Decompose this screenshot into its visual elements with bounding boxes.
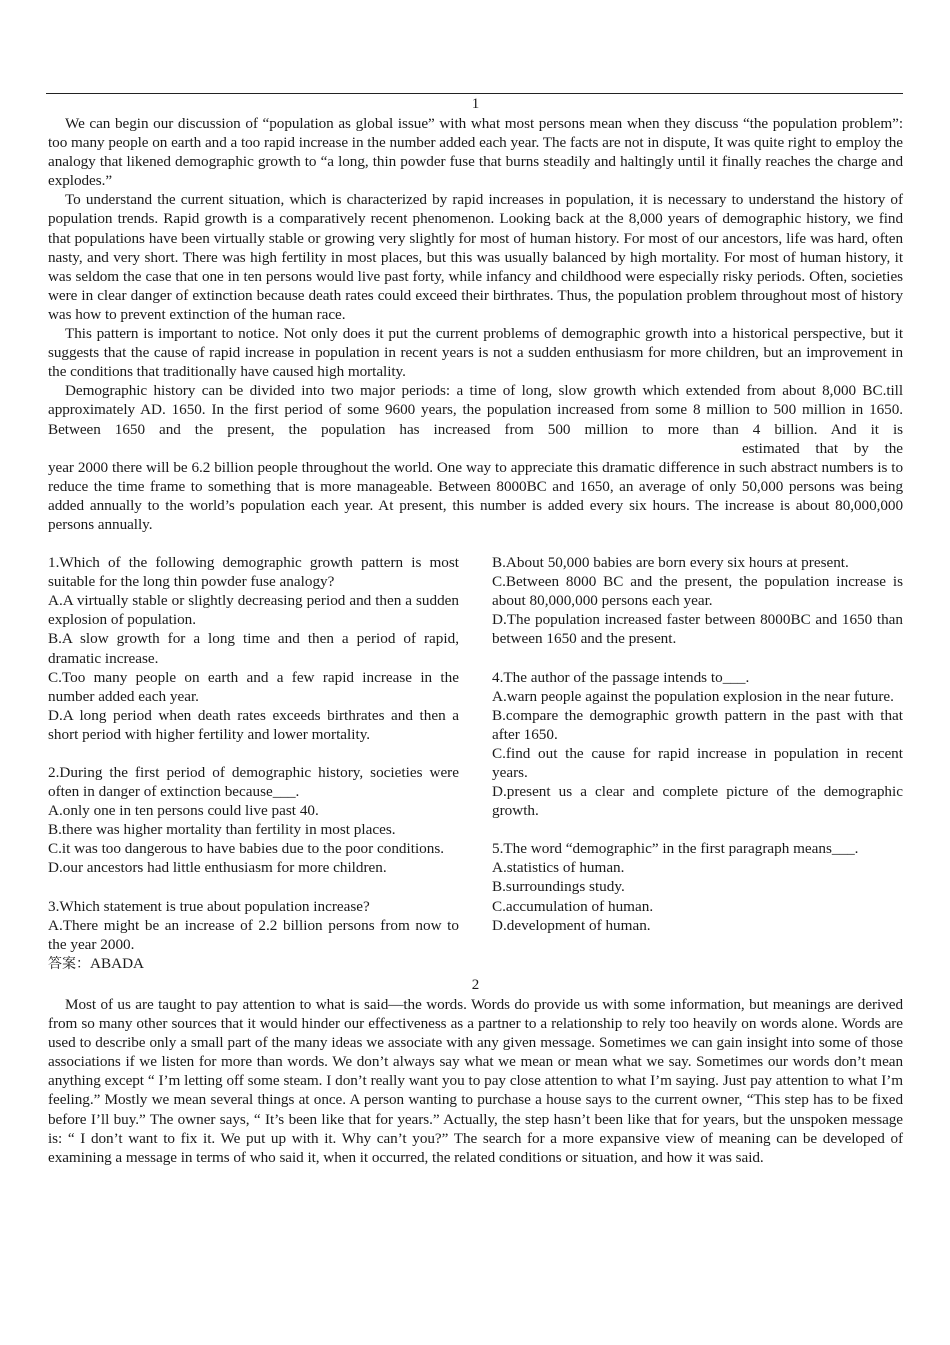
option-a: A.warn people against the population explosion in the near future.: [492, 687, 894, 705]
question-4: [492, 668, 903, 821]
answer-label: 答案：: [48, 955, 90, 972]
option-d: D.The population increased faster between 8000BC and 1650 than between 1650 and the present.: [492, 611, 903, 648]
option-d: D.development of human.: [492, 916, 651, 934]
passage-paragraph: Most of us are taught to pay attention to what is said—the words. Words do provide us with some information, but meanings are derived from so many other sources that it would hinder our effectiveness as a partner to a relationship to rely too heavily on words alone. Words are used to describe only a small part of the many ideas we associate with any given message. Sometimes we can gain insight into some of those associations if we listen for more than words. We don’t always say what we mean or mean what we say. Sometimes our words don’t mean anything except “ I’m letting off some steam. I don’t really want you to pay close attention to what I’m saying. Just pay attention to what I’m feeling.” Mostly we mean several things at once. A person wanting to purchase a house says to the current owner, “This step has to be fixed before I’ll buy.” The owner says, “ It’s been like that for years.” Actually, the step hasn’t been like that for years, but the unspoken message is: “ I don’t want to fix it. We put up with it. Why can’t you?” The search for a more expansive view of meaning can be developed of examining a message in terms of who said it, when it occurred, the related conditions or situation, and how it was said.: [48, 995, 903, 1166]
option-d: D.present us a clear and complete picture of the demographic growth.: [492, 783, 903, 820]
option-c: C.Between 8000 BC and the present, the population increase is about 80,000,000 persons each year.: [492, 573, 903, 610]
question-1: [48, 553, 459, 744]
document-page: [48, 95, 903, 1167]
questions-right-column: [492, 553, 903, 974]
section-2: [48, 976, 903, 1167]
option-b: B.there was higher mortality than fertility in most places.: [48, 821, 396, 839]
passage-paragraph: To understand the current situation, which is characterized by rapid increases in population, it is necessary to understand the history of population trends. Rapid growth is a comparatively recent phenomenon. Looking back at the 8,000 years of demographic history, we find that populations have been virtually stable or growing very slightly for most of human history. For most of our ancestors, life was hard, often nasty, and very short. There was high fertility in most places, but this was usually balanced by high mortality. For most of human history, it was seldom the case that one in ten persons would live past forty, while infancy and childhood were especially risky periods. Often, societies were in clear danger of extinction because death rates could exceed their birthrates. Thus, the population problem throughout most of history was how to prevent extinction of the human race.: [48, 191, 903, 323]
option-d: D.A long period when death rates exceeds birthrates and then a short period with higher fertility and lower mortality.: [48, 706, 459, 743]
option-b: B.compare the demographic growth pattern in the past with that after 1650.: [492, 706, 903, 743]
option-a: A.only one in ten persons could live past 40.: [48, 802, 319, 820]
question-stem: 3.Which statement is true about population increase?: [48, 897, 370, 915]
section-number-1: 1: [471, 96, 480, 112]
passage-paragraph-fragment: estimated that by the: [741, 439, 903, 457]
question-stem: 5.The word “demographic” in the first paragraph means___.: [492, 840, 859, 858]
option-b: B.surroundings study.: [492, 878, 625, 896]
option-c: C.it was too dangerous to have babies due to the poor conditions.: [48, 840, 445, 858]
question-stem: 4.The author of the passage intends to___.: [492, 668, 750, 686]
questions-columns: [48, 553, 903, 974]
option-b: B.A slow growth for a long time and then a period of rapid, dramatic increase.: [48, 630, 459, 667]
option-b: B.About 50,000 babies are born every six hours at present.: [492, 554, 849, 572]
question-2: [48, 763, 459, 878]
passage-paragraph: Demographic history can be divided into two major periods: a time of long, slow growth which extended from about 8,000 BC.till approximately AD. 1650. In the first period of some 9600 years, the population increased from some 8 million to 500 million in 1650. Between 1650 and the present, the population has increased from 500 million to more than 4 billion. And it is: [48, 382, 903, 438]
questions-left-column: [48, 553, 459, 974]
option-d: D.our ancestors had little enthusiasm for more children.: [48, 859, 387, 877]
passage-paragraph: year 2000 there will be 6.2 billion people throughout the world. One way to appreciate this dramatic difference in such abstract numbers is to reduce the time frame to something that is more manageable. Between 8000BC and 1650, an average of only 50,000 persons was being added annually to the world’s population each year. At present, this number is added every six hours. The increase is about 80,000,000 persons annually.: [48, 458, 903, 533]
section-number-2: 2: [471, 976, 480, 993]
option-a: A.statistics of human.: [492, 859, 625, 877]
option-c: C.accumulation of human.: [492, 897, 654, 915]
option-c: C.find out the cause for rapid increase in population in recent years.: [492, 744, 903, 781]
question-stem: 2.During the first period of demographic history, societies were often in danger of extinction because___.: [48, 764, 459, 801]
question-stem: 1.Which of the following demographic growth pattern is most suitable for the long thin powder fuse analogy?: [48, 554, 459, 591]
answer-key: [48, 954, 459, 974]
option-a: A.There might be an increase of 2.2 billion persons from now to the year 2000.: [48, 916, 459, 953]
question-5: [492, 839, 903, 934]
option-a: A.A virtually stable or slightly decreasing period and then a sudden explosion of population.: [48, 592, 459, 629]
passage-paragraph: We can begin our discussion of “population as global issue” with what most persons mean when they discuss “the population problem”: too many people on earth and a too rapid increase in the number added each year. The facts are not in dispute, It was quite right to employ the analogy that likened demographic growth to “a long, thin powder fuse that burns steadily and haltingly until it finally reaches the charge and explodes.”: [48, 115, 903, 190]
question-3-continued: [492, 553, 903, 648]
passage-paragraph: This pattern is important to notice. Not only does it put the current problems of demographic growth into a historical perspective, but it suggests that the cause of rapid increase in population in recent years is not a sudden enthusiasm for more children, but an improvement in the conditions that traditionally have caused high mortality.: [48, 325, 903, 381]
option-c: C.Too many people on earth and a few rapid increase in the number added each year.: [48, 668, 459, 705]
answer-value: ABADA: [90, 954, 145, 972]
question-3: [48, 897, 459, 954]
header-rule: [46, 93, 903, 94]
